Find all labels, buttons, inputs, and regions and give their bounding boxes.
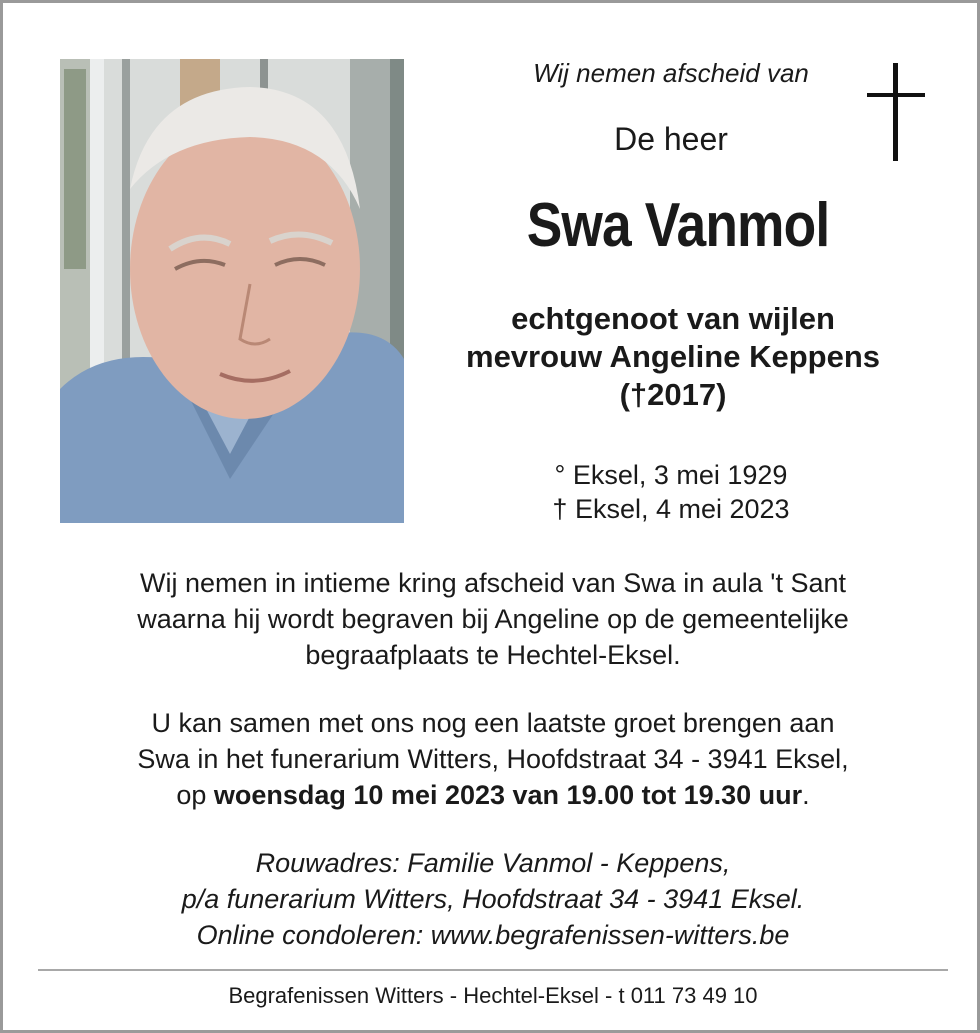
visitation-line-3: [23, 777, 963, 813]
spouse-line-3: (†2017): [619, 377, 727, 412]
honorific-title: De heer: [614, 121, 728, 157]
funeral-home-footer: Begrafenissen Witters - Hechtel-Eksel - t 011 73 49 10: [228, 983, 758, 1008]
spouse-line-2: mevrouw Angeline Keppens: [466, 339, 880, 374]
visitation-prefix: op: [176, 780, 214, 810]
ceremony-line-3: begraafplaats te Hechtel-Eksel.: [305, 640, 681, 670]
death-date: † Eksel, 4 mei 2023: [552, 494, 790, 524]
visitation-line-1: U kan samen met ons nog een laatste groet brengen aan: [151, 708, 835, 738]
visitation-datetime: woensdag 10 mei 2023 van 19.00 tot 19.30 uur: [213, 780, 803, 810]
address-line-2: p/a funerarium Witters, Hoofdstraat 34 - 3941 Eksel.: [181, 884, 805, 914]
deceased-name: Swa Vanmol: [526, 191, 830, 260]
ceremony-line-2: waarna hij wordt begraven bij Angeline op de gemeentelijke: [137, 604, 849, 634]
address-line-1: Rouwadres: Familie Vanmol - Keppens,: [255, 848, 731, 878]
portrait-photo: [60, 59, 404, 523]
spouse-line-1: echtgenoot van wijlen: [511, 301, 835, 336]
visitation-line-2: Swa in het funerarium Witters, Hoofdstraat 34 - 3941 Eksel,: [137, 744, 849, 774]
birth-date: ° Eksel, 3 mei 1929: [554, 460, 788, 490]
ceremony-line-1: Wij nemen in intieme kring afscheid van Swa in aula 't Sant: [139, 568, 846, 598]
ceremony-paragraph: [23, 565, 963, 673]
intro-text: Wij nemen afscheid van: [533, 58, 809, 88]
visitation-suffix: .: [802, 780, 810, 810]
life-dates: [443, 458, 899, 526]
visitation-paragraph: [23, 705, 963, 813]
spouse-block: [413, 300, 933, 414]
portrait-illustration: [60, 59, 404, 523]
condolence-link[interactable]: Online condoleren: www.begrafenissen-witters.be: [196, 920, 790, 950]
footer-divider: [38, 969, 948, 971]
address-paragraph: [23, 845, 963, 953]
